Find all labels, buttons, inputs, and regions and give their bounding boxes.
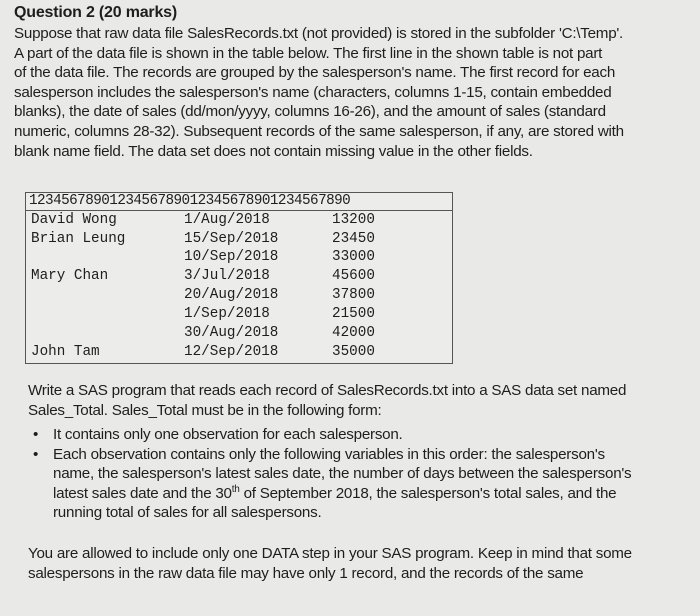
sales-amount: 42000 (332, 325, 375, 341)
task-line: Write a SAS program that reads each record of SalesRecords.txt into a SAS data set named (28, 382, 627, 399)
intro-line: salesperson includes the salesperson's name (characters, columns 1-15, contain embedded (14, 83, 612, 101)
sales-date: 12/Sep/2018 (184, 344, 279, 360)
sales-amount: 23450 (332, 230, 375, 247)
bullet-text: running total of sales for all salespersons. (53, 504, 322, 522)
superscript-th: th (231, 483, 240, 495)
sales-date: 30/Aug/2018 (184, 325, 279, 341)
sales-date: 15/Sep/2018 (184, 230, 279, 247)
sales-amount: 45600 (332, 268, 375, 284)
bullet-text: name, the salesperson's latest sales date, the number of days between the salesperson's (53, 465, 632, 483)
sales-date: 20/Aug/2018 (184, 287, 279, 303)
salesperson-name: Brian Leung (31, 230, 126, 247)
closing-paragraph (28, 544, 688, 583)
sales-date: 10/Sep/2018 (184, 249, 279, 265)
bullet-text-part: latest sales date and the 30 (53, 484, 232, 502)
requirements-list (28, 425, 688, 523)
table-row (26, 231, 452, 249)
question-title: Question 2 (20 marks) (14, 4, 177, 21)
salesperson-name: David Wong (31, 212, 117, 228)
bullet-text: It contains only one observation for each salesperson. (53, 426, 403, 443)
intro-line: numeric, columns 28-32). Subsequent records of the same salesperson, if any, are stored with (14, 122, 624, 140)
table-row (26, 344, 452, 362)
bullet-icon: • (33, 445, 39, 463)
column-ruler: 1234567890123456789012345678901234567890 (26, 193, 452, 211)
bullet-text (53, 484, 688, 504)
task-paragraph (28, 381, 688, 420)
table-row (26, 306, 452, 324)
sales-amount: 33000 (332, 249, 375, 265)
question-intro (14, 24, 686, 161)
intro-line: of the data file. The records are grouped by the salesperson's name. The first record for each (14, 64, 616, 82)
sales-amount: 21500 (332, 306, 375, 322)
sales-date: 1/Sep/2018 (184, 306, 270, 322)
intro-line: A part of the data file is shown in the table below. The first line in the shown table is not part (14, 44, 603, 62)
salesperson-name: John Tam (31, 344, 100, 360)
raw-data-table (25, 192, 453, 364)
table-row (26, 249, 452, 267)
salesperson-name: Mary Chan (31, 268, 109, 284)
intro-line: blanks), the date of sales (dd/mon/yyyy, columns 16-26), and the amount of sales (standard (14, 103, 606, 121)
table-row (26, 212, 452, 230)
closing-line: You are allowed to include only one DATA step in your SAS program. Keep in mind that some (28, 545, 632, 562)
table-row (26, 268, 452, 286)
intro-line: blank name field. The data set does not contain missing value in the other fields. (14, 142, 533, 160)
table-row (26, 325, 452, 343)
sales-date: 1/Aug/2018 (184, 212, 270, 228)
sales-amount: 37800 (332, 287, 375, 303)
closing-line: salespersons in the raw data file may have only 1 record, and the records of the same (28, 564, 584, 582)
sales-date: 3/Jul/2018 (184, 268, 270, 284)
bullet-icon: • (33, 426, 39, 443)
list-item (28, 445, 688, 523)
table-row (26, 287, 452, 305)
task-line: Sales_Total. Sales_Total must be in the following form: (28, 401, 382, 419)
list-item (28, 425, 688, 445)
bullet-text-part: of September 2018, the salesperson's total sales, and the (239, 484, 617, 502)
sales-amount: 13200 (332, 212, 375, 228)
sales-amount: 35000 (332, 344, 375, 360)
bullet-text: Each observation contains only the following variables in this order: the salesperson's (53, 445, 605, 463)
intro-line: Suppose that raw data file SalesRecords.txt (not provided) is stored in the subfolder 'C:\Temp'. (14, 25, 624, 42)
